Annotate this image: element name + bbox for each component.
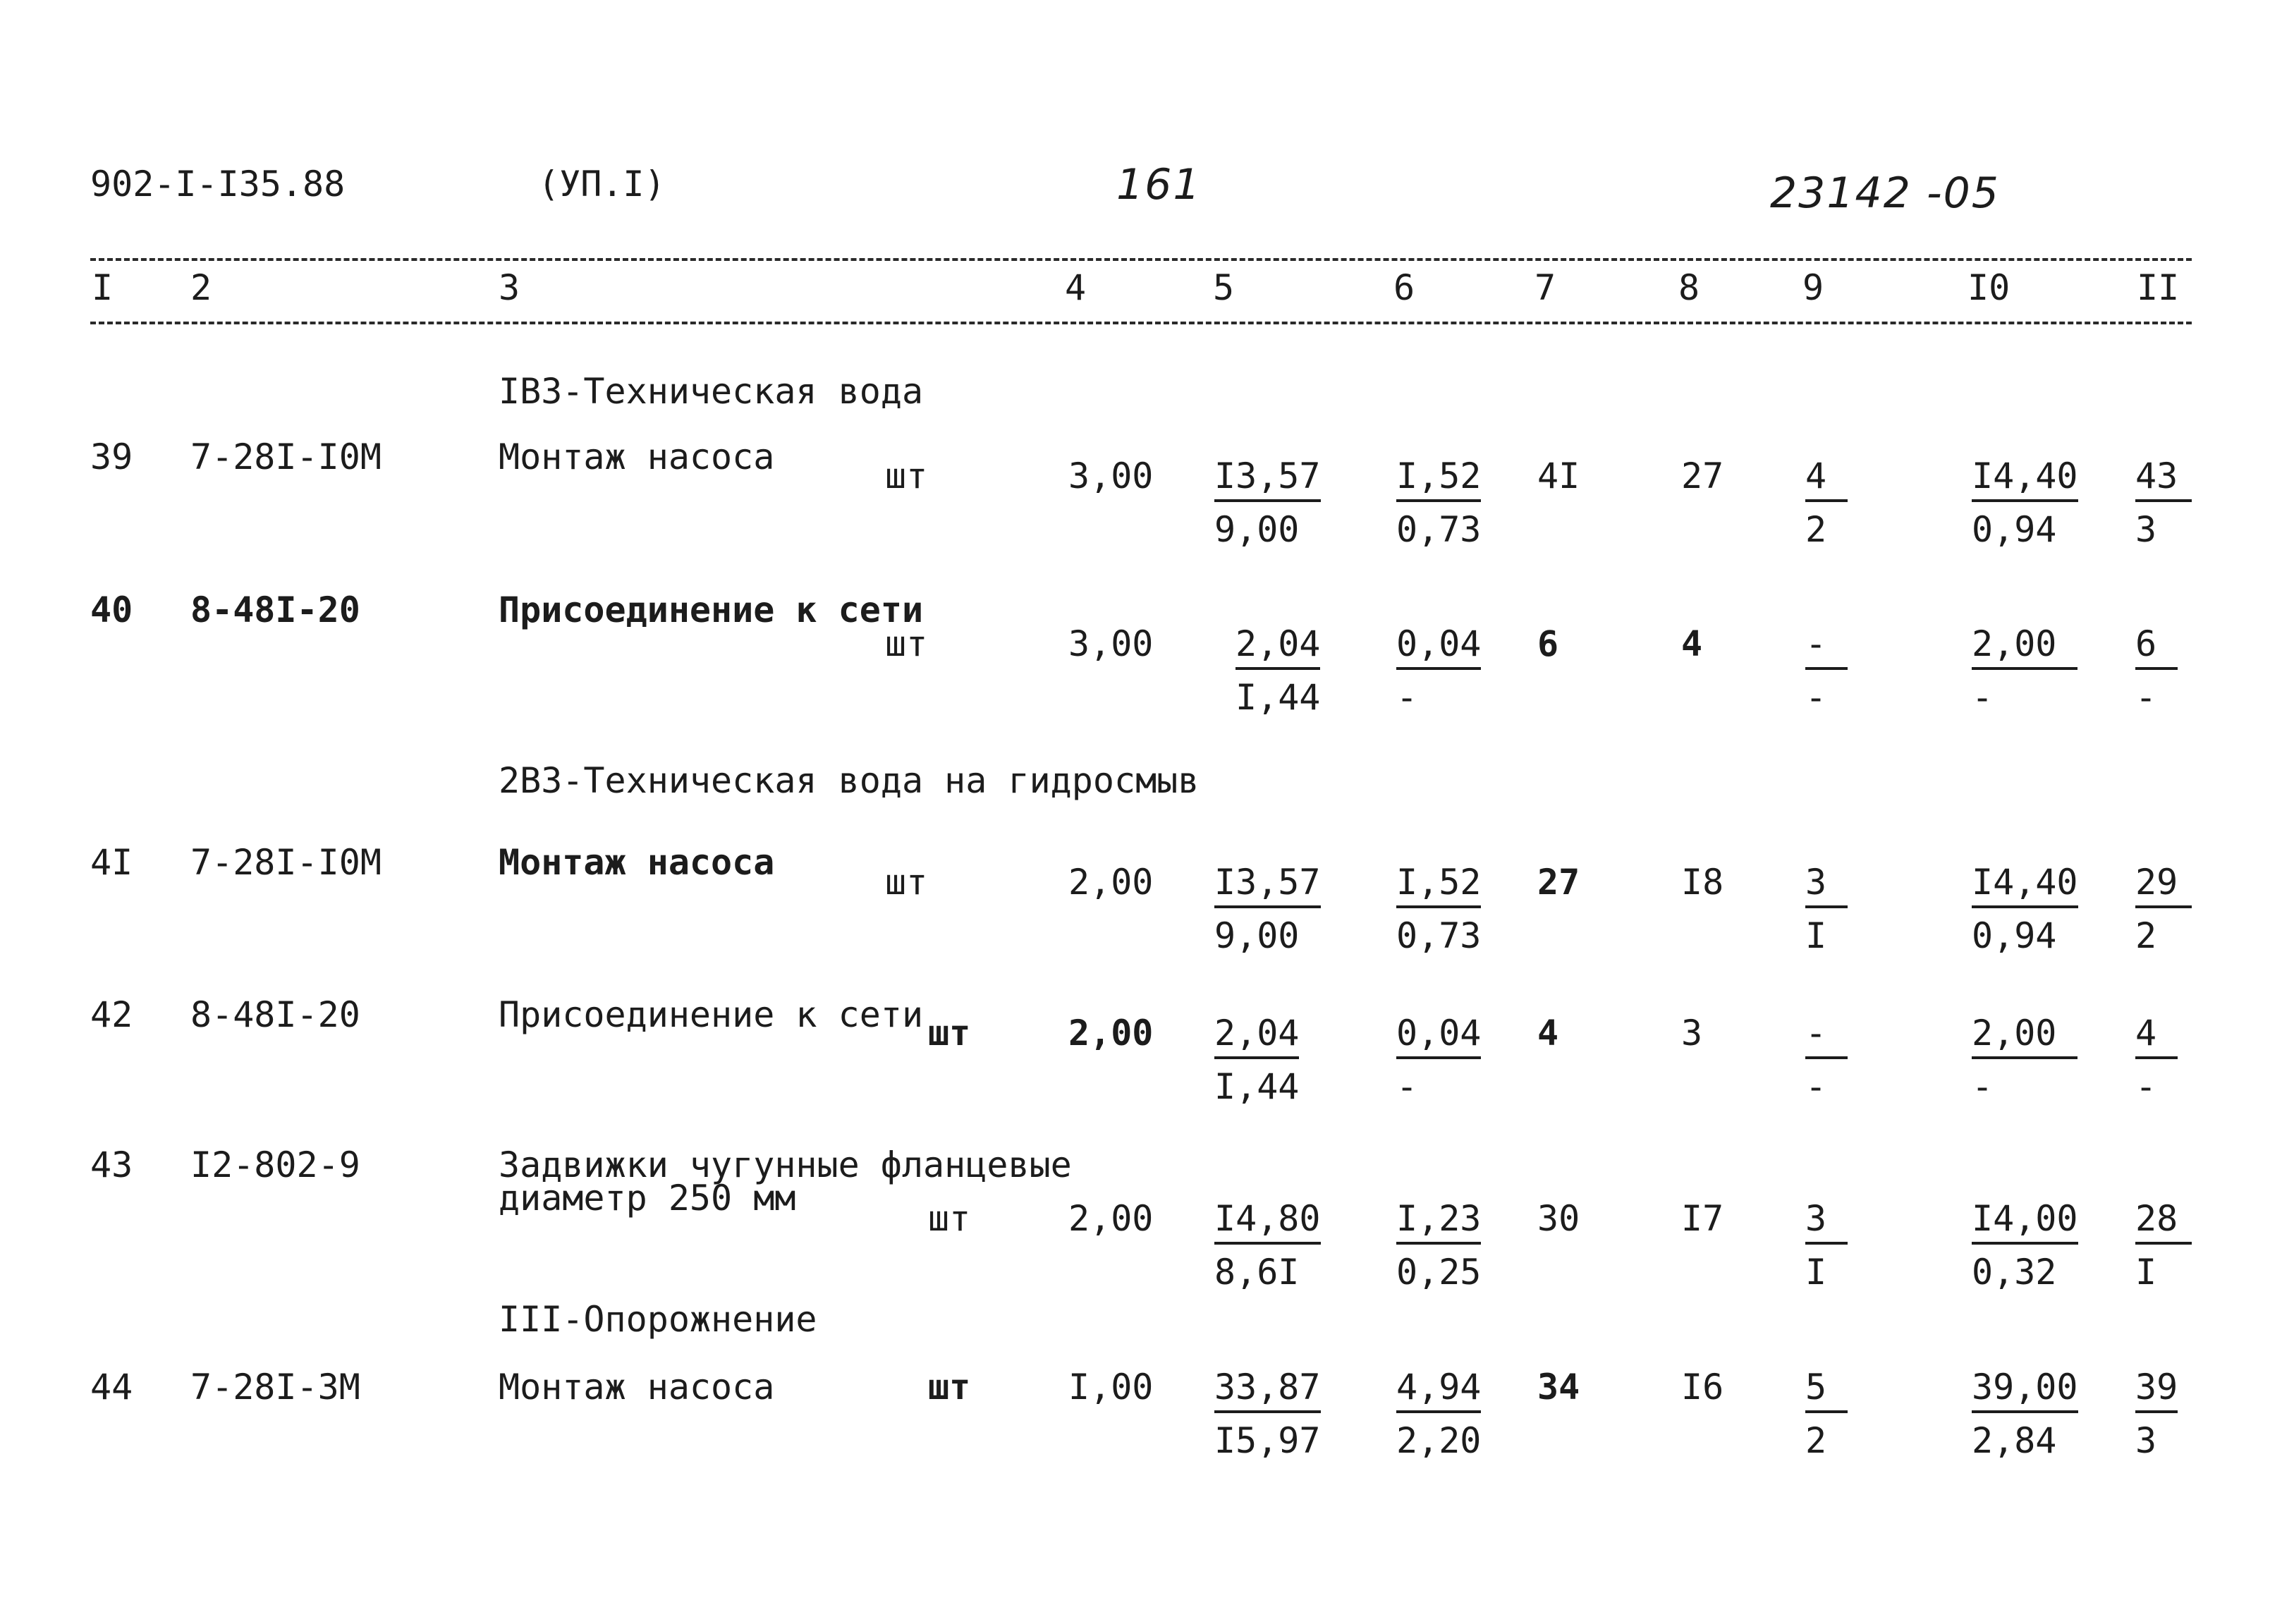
norm-code: I2-802-9 — [190, 1144, 360, 1185]
unit: шт — [928, 1198, 971, 1239]
col10-bottom: 0,32 — [1972, 1252, 2057, 1293]
column-header: II — [2137, 267, 2180, 308]
col10-top: 39,00 — [1972, 1369, 2078, 1413]
col9-top: - — [1805, 626, 1848, 670]
col8-value: 3 — [1681, 1013, 1703, 1054]
row-number: 42 — [90, 994, 133, 1035]
col10-cell — [1972, 862, 2078, 956]
col6-bottom: 2,20 — [1396, 1420, 1482, 1461]
work-name-line-1: Задвижки чугунные фланцевые — [499, 1144, 1072, 1185]
col8-value: 4 — [1681, 623, 1703, 664]
col7-value: 4 — [1537, 1013, 1559, 1054]
page-number: 161 — [1116, 160, 1202, 209]
col7-value: 6 — [1537, 623, 1559, 664]
col5-bottom: 9,00 — [1214, 915, 1300, 956]
norm-code: 7-28I-I0М — [190, 436, 382, 477]
col9-cell — [1805, 1198, 1848, 1293]
col11-bottom: 3 — [2135, 509, 2157, 550]
column-header: 5 — [1213, 267, 1235, 308]
column-header: 2 — [190, 267, 212, 308]
col11-top: 4 — [2135, 1015, 2178, 1059]
col9-bottom: - — [1805, 1066, 1827, 1107]
col6-top: 0,04 — [1396, 1015, 1481, 1059]
col7-value: 30 — [1537, 1198, 1580, 1239]
section-heading: III-Опорожнение — [499, 1299, 817, 1340]
col9-cell — [1805, 623, 1848, 718]
header-bottom-rule — [90, 322, 2192, 324]
col5-cell — [1214, 1367, 1321, 1461]
section-heading: 2ВЗ-Техническая вода на гидросмыв — [499, 760, 1200, 801]
col9-cell — [1805, 1013, 1848, 1107]
col7-value: 4I — [1537, 456, 1580, 496]
col5-top: 2,04 — [1214, 1015, 1299, 1059]
col6-bottom: - — [1396, 1066, 1418, 1107]
col5-top: I4,80 — [1214, 1201, 1321, 1245]
col10-top: I4,00 — [1972, 1201, 2078, 1245]
col9-bottom: I — [1805, 1252, 1827, 1293]
col5-bottom: 8,6I — [1214, 1252, 1300, 1293]
col11-cell — [2135, 1367, 2178, 1461]
quantity: 2,00 — [1068, 1013, 1154, 1054]
work-name-line-2: диаметр 250 мм — [499, 1178, 796, 1219]
col5-cell — [1214, 456, 1321, 550]
col5-cell — [1214, 862, 1321, 956]
col6-bottom: 0,73 — [1396, 509, 1482, 550]
col6-top: 0,04 — [1396, 626, 1481, 670]
col5-bottom: 9,00 — [1214, 509, 1300, 550]
col5-bottom: I,44 — [1214, 1066, 1300, 1107]
unit: шт — [928, 1013, 971, 1054]
quantity: I,00 — [1068, 1367, 1154, 1408]
col10-bottom: - — [1972, 1066, 1994, 1107]
col9-cell — [1805, 456, 1848, 550]
col5-cell — [1235, 623, 1321, 718]
col6-top: I,23 — [1396, 1201, 1481, 1245]
col6-top: I,52 — [1396, 865, 1481, 908]
col11-bottom: - — [2135, 677, 2157, 718]
col5-top: 2,04 — [1235, 626, 1320, 670]
col11-top: 29 — [2135, 865, 2192, 908]
column-header: I — [92, 267, 114, 308]
unit: шт — [885, 862, 928, 903]
col6-cell — [1396, 456, 1482, 550]
col6-bottom: - — [1396, 677, 1418, 718]
col10-top: I4,40 — [1972, 865, 2078, 908]
col9-bottom: I — [1805, 915, 1827, 956]
col6-bottom: 0,73 — [1396, 915, 1482, 956]
col11-top: 43 — [2135, 458, 2192, 502]
norm-code: 7-28I-I0М — [190, 842, 382, 883]
col5-top: I3,57 — [1214, 458, 1321, 502]
row-number: 43 — [90, 1144, 133, 1185]
col8-value: I8 — [1681, 862, 1724, 903]
row-number: 40 — [90, 590, 133, 630]
unit: шт — [885, 456, 928, 496]
col9-top: 3 — [1805, 1201, 1848, 1245]
col10-top: 2,00 — [1972, 626, 2077, 670]
col5-bottom: I,44 — [1235, 677, 1321, 718]
work-name: Присоединение к сети — [499, 590, 924, 630]
col11-top: 39 — [2135, 1369, 2178, 1413]
norm-code: 8-48I-20 — [190, 590, 360, 630]
col10-cell — [1972, 456, 2078, 550]
col5-top: 33,87 — [1214, 1369, 1321, 1413]
col10-cell — [1972, 1013, 2077, 1107]
unit: шт — [928, 1367, 971, 1408]
column-header: 6 — [1393, 267, 1415, 308]
column-header: 3 — [499, 267, 520, 308]
col10-cell — [1972, 623, 2077, 718]
col9-top: 4 — [1805, 458, 1848, 502]
col6-cell — [1396, 862, 1482, 956]
col6-bottom: 0,25 — [1396, 1252, 1482, 1293]
col10-cell — [1972, 1198, 2078, 1293]
section-marker: (УП.I) — [538, 164, 666, 204]
col11-cell — [2135, 1198, 2192, 1293]
col8-value: I7 — [1681, 1198, 1724, 1239]
col11-top: 6 — [2135, 626, 2178, 670]
row-number: 39 — [90, 436, 133, 477]
unit: шт — [885, 623, 928, 664]
col10-bottom: 0,94 — [1972, 915, 2057, 956]
column-header: I0 — [1967, 267, 2011, 308]
col5-cell — [1214, 1013, 1300, 1107]
quantity: 3,00 — [1068, 623, 1154, 664]
col10-bottom: 2,84 — [1972, 1420, 2057, 1461]
col9-bottom: - — [1805, 677, 1827, 718]
col8-value: 27 — [1681, 456, 1724, 496]
col9-top: 5 — [1805, 1369, 1848, 1413]
quantity: 3,00 — [1068, 456, 1154, 496]
col9-cell — [1805, 1367, 1848, 1461]
col11-bottom: 2 — [2135, 915, 2157, 956]
col6-top: I,52 — [1396, 458, 1481, 502]
col6-cell — [1396, 623, 1482, 718]
col5-bottom: I5,97 — [1214, 1420, 1321, 1461]
norm-code: 7-28I-3М — [190, 1367, 360, 1408]
col10-cell — [1972, 1367, 2078, 1461]
col5-cell — [1214, 1198, 1321, 1293]
col6-cell — [1396, 1198, 1482, 1293]
column-header: 9 — [1802, 267, 1824, 308]
col11-cell — [2135, 1013, 2178, 1107]
col11-top: 28 — [2135, 1201, 2192, 1245]
col9-bottom: 2 — [1805, 1420, 1827, 1461]
work-name: Монтаж насоса — [499, 842, 775, 883]
norm-code: 8-48I-20 — [190, 994, 360, 1035]
column-header: 8 — [1678, 267, 1700, 308]
col6-cell — [1396, 1013, 1482, 1107]
row-number: 4I — [90, 842, 133, 883]
col9-bottom: 2 — [1805, 509, 1827, 550]
section-heading: IВЗ-Техническая вода — [499, 371, 924, 412]
column-header: 7 — [1534, 267, 1556, 308]
col9-top: 3 — [1805, 865, 1848, 908]
sheet-code: 23142 -05 — [1770, 169, 2000, 218]
col11-cell — [2135, 623, 2178, 718]
work-name: Монтаж насоса — [499, 436, 775, 477]
document-number: 902-I-I35.88 — [90, 164, 346, 204]
row-number: 44 — [90, 1367, 133, 1408]
col5-top: I3,57 — [1214, 865, 1321, 908]
col10-bottom: - — [1972, 677, 1994, 718]
col11-bottom: - — [2135, 1066, 2157, 1107]
col10-top: 2,00 — [1972, 1015, 2077, 1059]
quantity: 2,00 — [1068, 1198, 1154, 1239]
col6-top: 4,94 — [1396, 1369, 1481, 1413]
col10-bottom: 0,94 — [1972, 509, 2057, 550]
col11-bottom: I — [2135, 1252, 2157, 1293]
col11-cell — [2135, 456, 2192, 550]
col6-cell — [1396, 1367, 1482, 1461]
col7-value: 34 — [1537, 1367, 1580, 1408]
col9-cell — [1805, 862, 1848, 956]
column-header: 4 — [1065, 267, 1087, 308]
col11-cell — [2135, 862, 2192, 956]
col8-value: I6 — [1681, 1367, 1724, 1408]
col9-top: - — [1805, 1015, 1848, 1059]
header-top-rule — [90, 258, 2192, 261]
quantity: 2,00 — [1068, 862, 1154, 903]
col10-top: I4,40 — [1972, 458, 2078, 502]
work-name: Присоединение к сети — [499, 994, 924, 1035]
col7-value: 27 — [1537, 862, 1580, 903]
col11-bottom: 3 — [2135, 1420, 2157, 1461]
work-name: Монтаж насоса — [499, 1367, 775, 1408]
